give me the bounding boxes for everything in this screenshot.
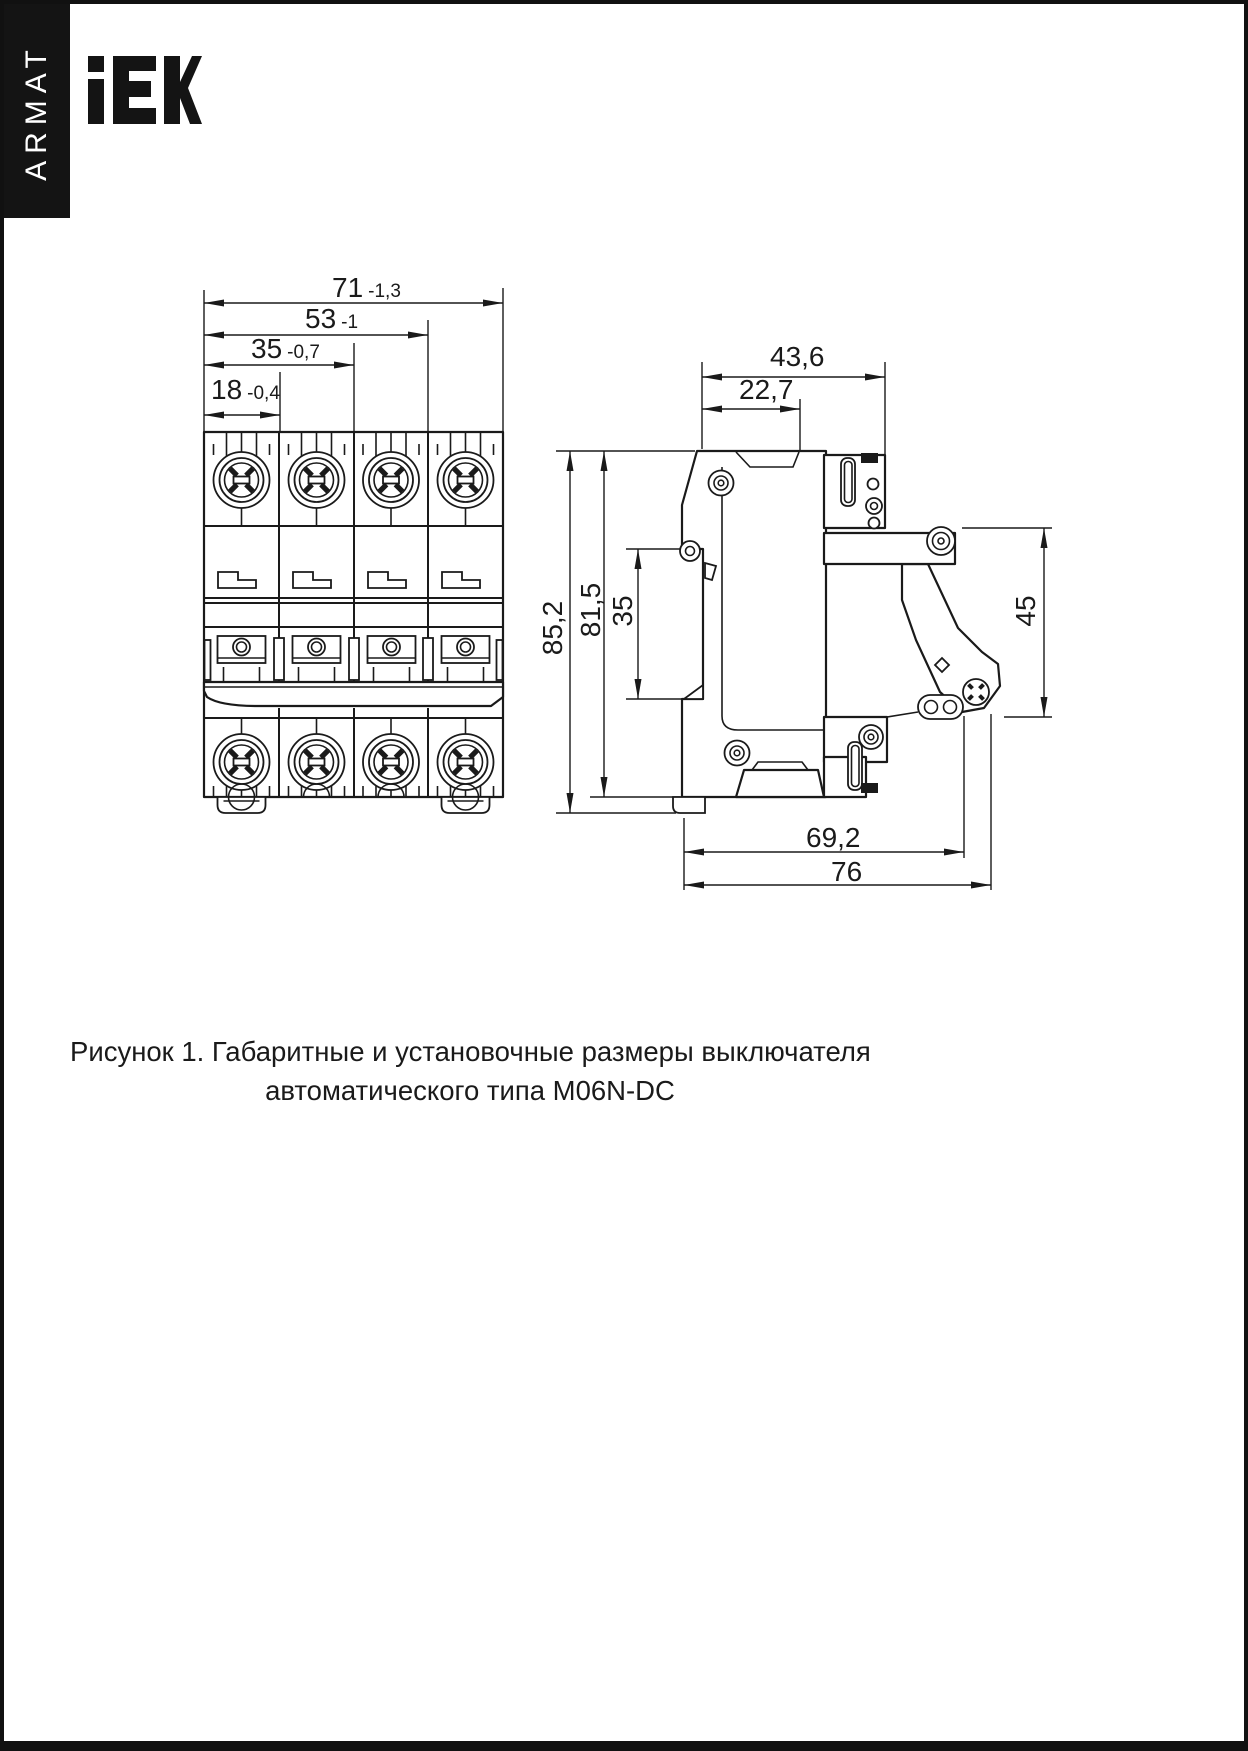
dim-value: 18 — [211, 374, 243, 405]
front-dim-71-label — [332, 272, 401, 304]
brand-sidebar-label: ARMAT — [20, 43, 53, 181]
dim-tolerance: -1 — [341, 312, 359, 333]
figure-caption-line2: автоматического типа M06N-DC — [265, 1075, 675, 1106]
dim-value: 71 — [332, 272, 364, 303]
dim-tolerance: -1,3 — [368, 281, 401, 302]
front-view-drawing — [185, 250, 520, 830]
side-dim-height-body-label: 81,5 — [575, 582, 606, 638]
side-body-outline — [673, 451, 1000, 813]
dim-tolerance: -0,7 — [287, 342, 320, 363]
front-dim-18-label — [211, 374, 280, 406]
side-dim-depth-overall-label: 76 — [831, 856, 863, 887]
dim-tolerance: -0,4 — [247, 383, 280, 404]
dim-value: 35 — [251, 333, 283, 364]
iek-logo-icon — [88, 56, 202, 124]
side-dim-height-overall-label: 85,2 — [537, 600, 568, 656]
side-dim-depth-body-label: 69,2 — [806, 822, 861, 853]
side-dim-rail-recess-label: 35 — [607, 595, 638, 627]
dim-value: 53 — [305, 303, 337, 334]
handle-tie-bar — [204, 682, 503, 706]
side-dim-lever-height-label: 45 — [1010, 595, 1041, 627]
front-dim-53-label — [305, 303, 358, 335]
din-rail-feet — [218, 797, 490, 813]
figure-caption-line1: Рисунок 1. Габаритные и установочные размеры выключателя — [70, 1036, 871, 1067]
side-dim-width-inner-label: 22,7 — [739, 374, 794, 405]
figure-caption — [70, 1032, 870, 1110]
brand-sidebar — [4, 4, 70, 218]
front-dim-35-label — [251, 333, 320, 365]
side-dim-width-total-label: 43,6 — [770, 341, 825, 372]
